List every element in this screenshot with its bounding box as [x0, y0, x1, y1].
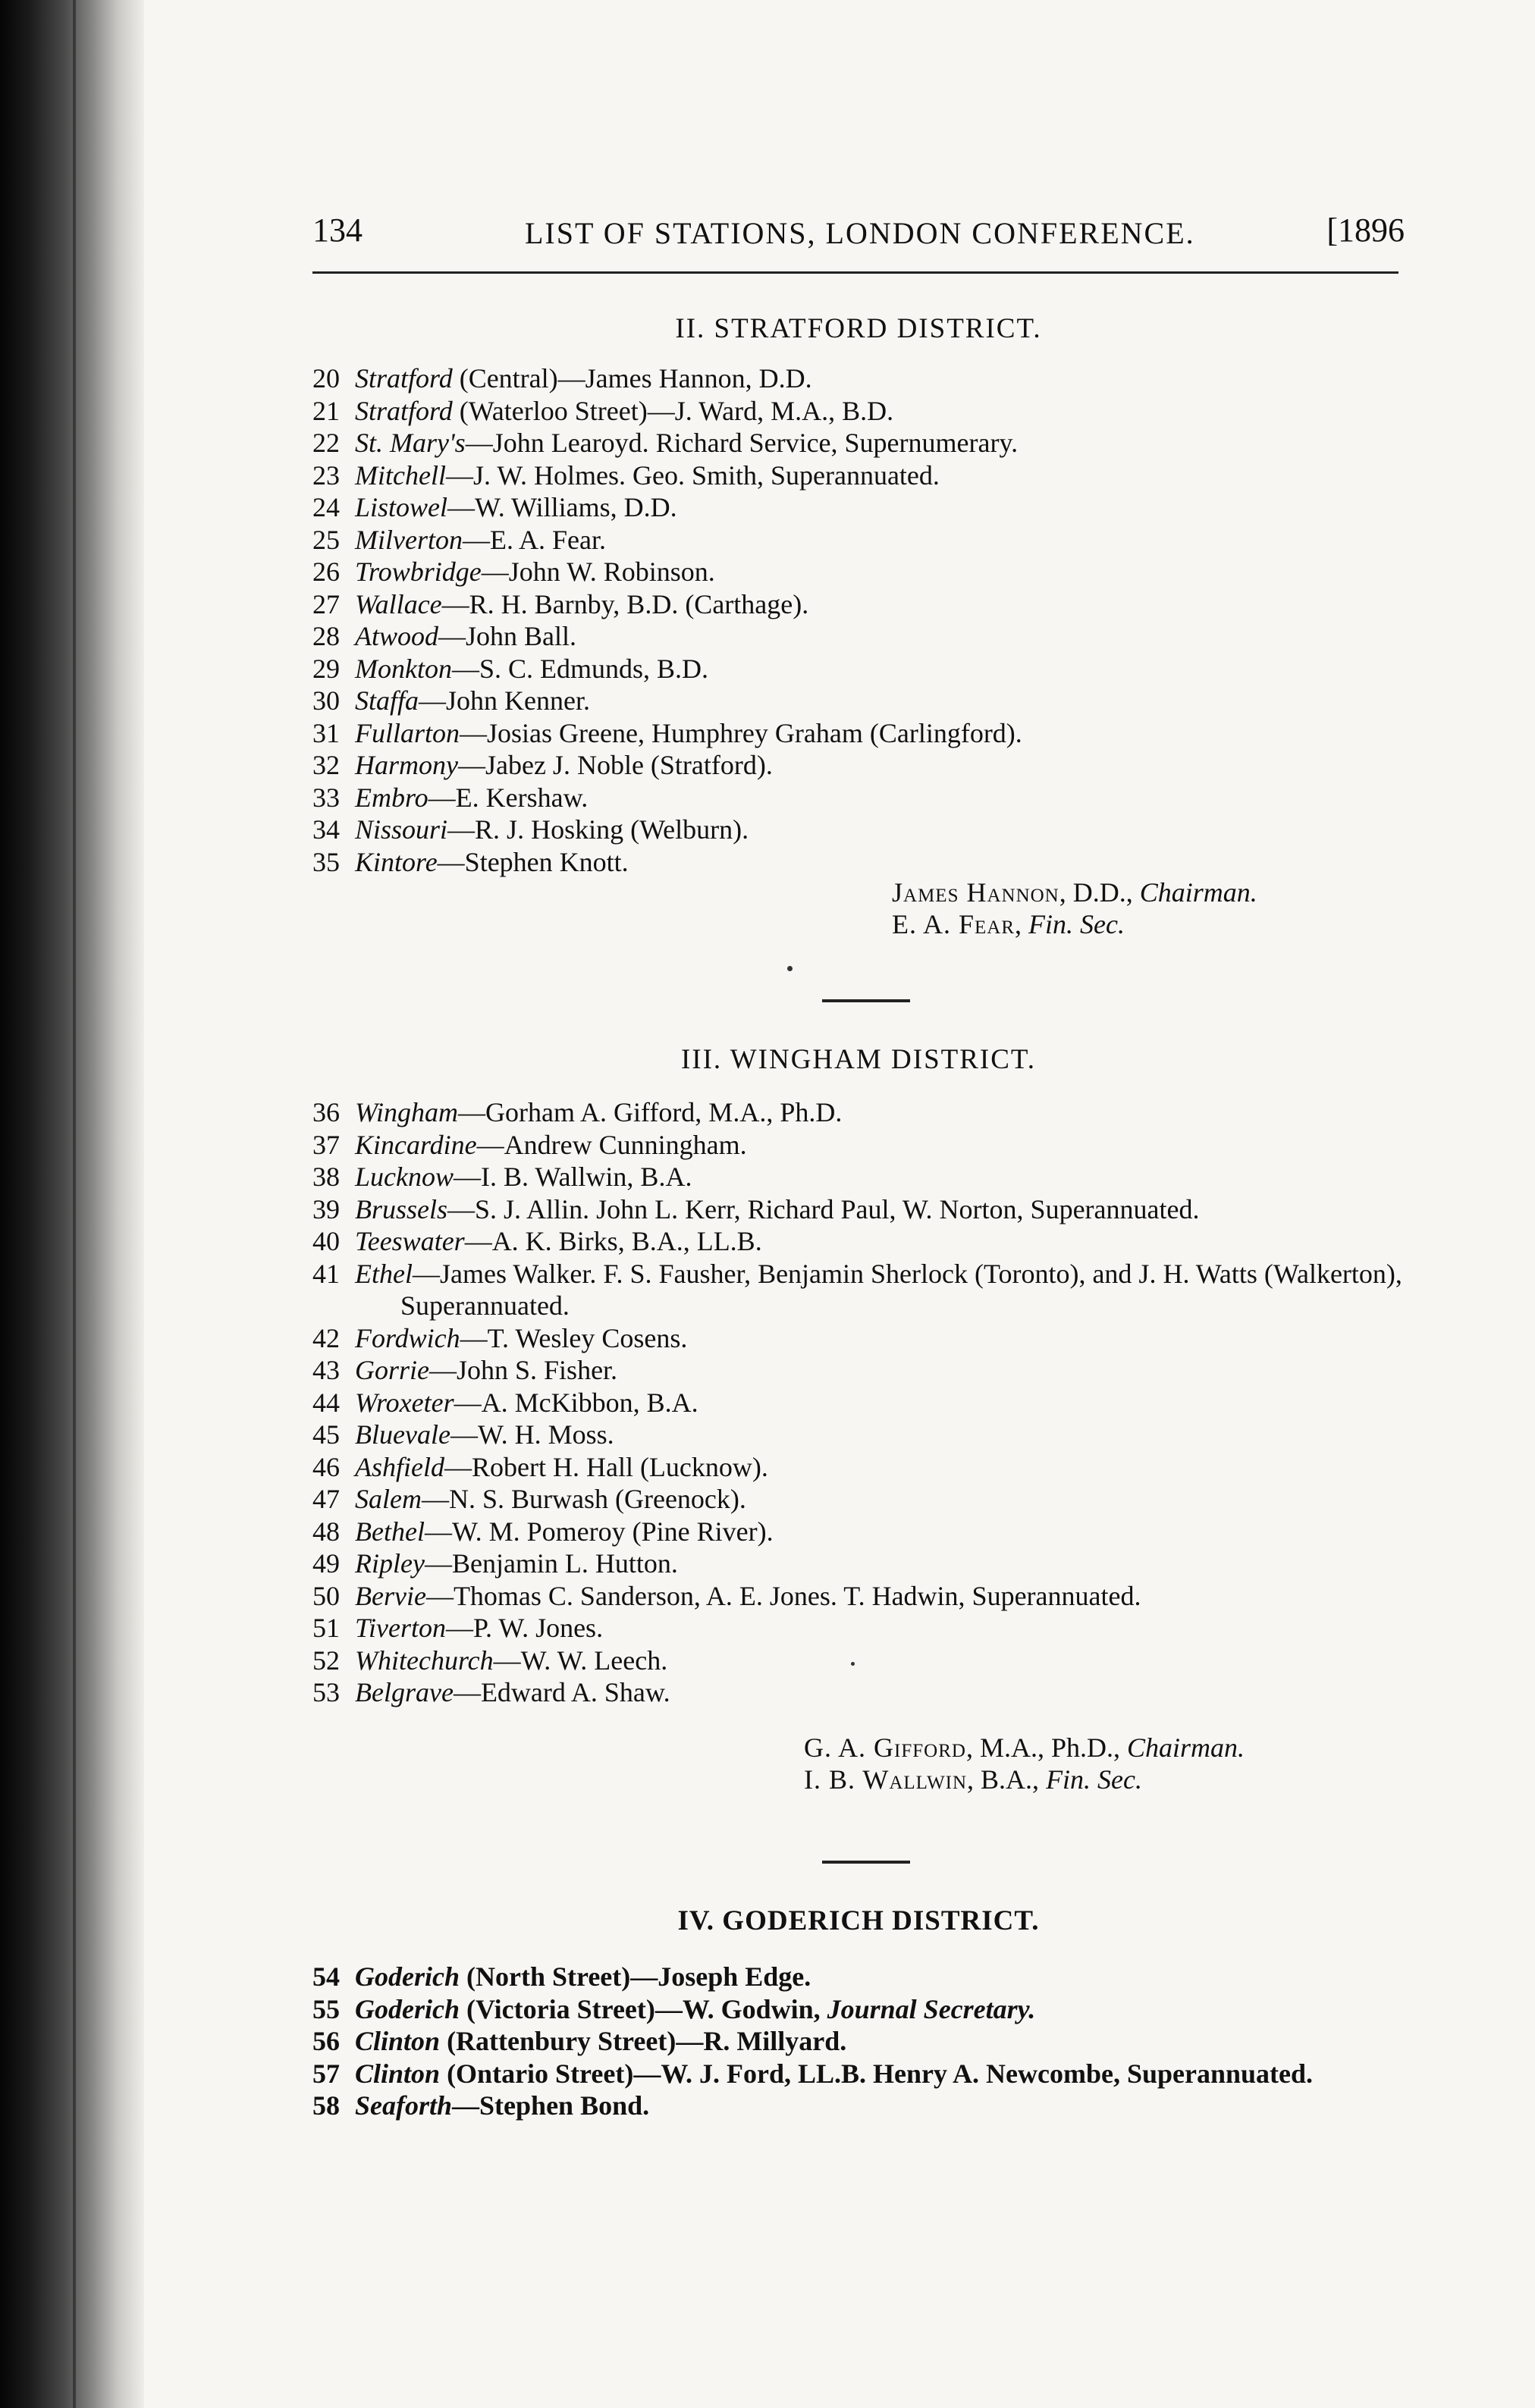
ink-speck	[851, 1662, 855, 1666]
running-head	[312, 211, 1405, 256]
station-entry: 47 Salem—N. S. Burwash (Greenock).	[312, 1484, 746, 1514]
station-entry: 46 Ashfield—Robert H. Hall (Lucknow).	[312, 1451, 768, 1482]
station-entry: 48 Bethel—W. M. Pomeroy (Pine River).	[312, 1516, 774, 1547]
station-entry: 30 Staffa—John Kenner.	[312, 685, 590, 716]
station-entry: 42 Fordwich—T. Wesley Cosens.	[312, 1322, 688, 1353]
stratford-secretary-signature: E. A. Fear, Fin. Sec.	[892, 909, 1125, 939]
station-entry: 29 Monkton—S. C. Edmunds, B.D.	[312, 653, 709, 684]
station-entry: 58 Seaforth—Stephen Bond.	[312, 2090, 650, 2121]
running-head-year: [1896	[1326, 212, 1405, 249]
page-number: 134	[312, 212, 363, 249]
station-entry: 27 Wallace—R. H. Barnby, B.D. (Carthage).	[312, 588, 809, 619]
stratford-station-list	[312, 362, 1405, 878]
wingham-chairman-signature: G. A. Gifford, M.A., Ph.D., Chairman.	[804, 1732, 1245, 1763]
book-spine-edge	[0, 0, 144, 2408]
station-entry: 21 Stratford (Waterloo Street)—J. Ward, M.A., B.D.	[312, 395, 894, 426]
station-entry: 31 Fullarton—Josias Greene, Humphrey Graham (Carlingford).	[312, 717, 1022, 748]
station-entry: 25 Milverton—E. A. Fear.	[312, 524, 606, 555]
station-entry: 43 Gorrie—John S. Fisher.	[312, 1355, 618, 1385]
station-entry: 53 Belgrave—Edward A. Shaw.	[312, 1677, 670, 1707]
station-entry: 24 Listowel—W. Williams, D.D.	[312, 492, 677, 522]
station-entry: 49 Ripley—Benjamin L. Hutton.	[312, 1548, 678, 1579]
station-entry: 22 St. Mary's—John Learoyd. Richard Service, Supernumerary.	[312, 428, 1019, 458]
station-entry: 34 Nissouri—R. J. Hosking (Welburn).	[312, 814, 749, 845]
wingham-secretary-signature: I. B. Wallwin, B.A., Fin. Sec.	[804, 1764, 1143, 1795]
station-entry: 50 Bervie—Thomas C. Sanderson, A. E. Jones. T. Hadwin, Superannuated.	[312, 1580, 1141, 1611]
station-entry: 41 Ethel—James Walker. F. S. Fausher, Benjamin Sherlock (Toronto), and J. H. Watts (Walkerton), Superannuated.	[312, 1258, 1402, 1321]
station-entry: 33 Embro—E. Kershaw.	[312, 782, 589, 813]
wingham-station-list	[312, 1096, 1405, 1709]
station-entry: 52 Whitechurch—W. W. Leech.	[312, 1645, 668, 1676]
district-title-wingham: III. WINGHAM DISTRICT.	[680, 1044, 1037, 1075]
section-divider	[822, 1861, 910, 1864]
section-divider	[822, 999, 910, 1002]
station-entry: 40 Teeswater—A. K. Birks, B.A., LL.B.	[312, 1226, 762, 1256]
station-entry: 51 Tiverton—P. W. Jones.	[312, 1613, 604, 1643]
header-rule	[312, 271, 1398, 274]
station-entry: 44 Wroxeter—A. McKibbon, B.A.	[312, 1387, 698, 1418]
station-entry: 56 Clinton (Rattenbury Street)—R. Millyard.	[312, 2026, 847, 2056]
station-entry: 35 Kintore—Stephen Knott.	[312, 846, 629, 877]
station-entry: 37 Kincardine—Andrew Cunningham.	[312, 1129, 747, 1160]
station-entry: 23 Mitchell—J. W. Holmes. Geo. Smith, Superannuated.	[312, 459, 940, 491]
district-title-stratford: II. STRATFORD DISTRICT.	[675, 313, 1042, 344]
goderich-station-list	[312, 1961, 1405, 2122]
station-entry: 20 Stratford (Central)—James Hannon, D.D.	[312, 363, 812, 393]
binding-edge-line	[73, 0, 76, 2408]
station-entry: 54 Goderich (North Street)—Joseph Edge.	[312, 1961, 811, 1992]
running-title: LIST OF STATIONS, LONDON CONFERENCE.	[525, 216, 1195, 250]
station-entry: 28 Atwood—John Ball.	[312, 621, 577, 651]
ink-speck	[787, 966, 793, 971]
station-entry: 39 Brussels—S. J. Allin. John L. Kerr, Richard Paul, W. Norton, Superannuated.	[312, 1193, 1200, 1224]
station-entry: 38 Lucknow—I. B. Wallwin, B.A.	[312, 1162, 692, 1192]
station-entry: 57 Clinton (Ontario Street)—W. J. Ford, LL.B. Henry A. Newcombe, Superannuated.	[312, 2058, 1314, 2089]
station-entry: 26 Trowbridge—John W. Robinson.	[312, 557, 715, 587]
stratford-chairman-signature: James Hannon, D.D., Chairman.	[892, 877, 1257, 908]
station-entry: 32 Harmony—Jabez J. Noble (Stratford).	[312, 750, 773, 780]
district-title-goderich: IV. GODERICH DISTRICT.	[677, 1905, 1040, 1936]
station-entry: 45 Bluevale—W. H. Moss.	[312, 1419, 614, 1450]
station-entry: 36 Wingham—Gorham A. Gifford, M.A., Ph.D.	[312, 1097, 843, 1127]
station-entry: 55 Goderich (Victoria Street)—W. Godwin, Journal Secretary.	[312, 1993, 1036, 2024]
